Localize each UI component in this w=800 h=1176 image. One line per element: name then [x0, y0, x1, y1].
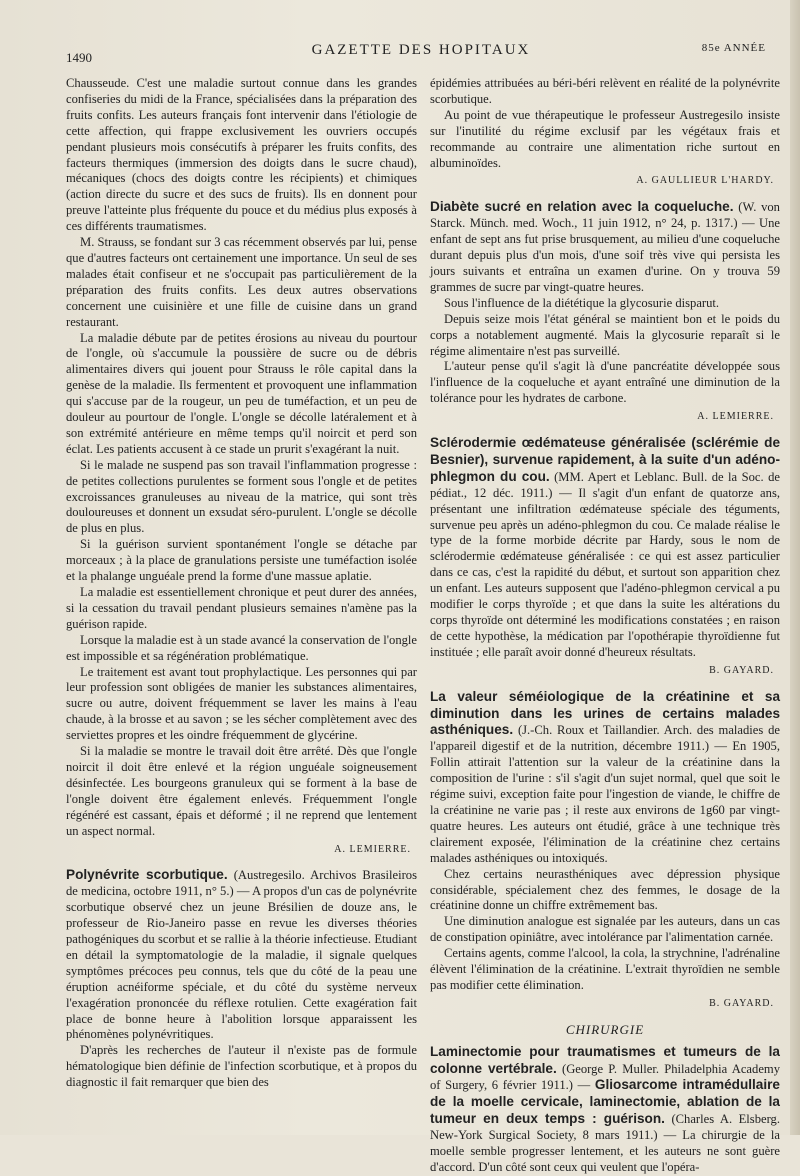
article-reference: (Charles A. Elsberg. New-York Surgical Society, 8 mars 1911.) — La chirurgie de la moelle semble progresser lentement, et les auteurs ne sont guère d'accord. D'un côté sont ceux qui veulent que l'opéra- [430, 1112, 780, 1174]
page-number: 1490 [66, 50, 92, 65]
page-edge [790, 0, 800, 1135]
article [430, 689, 780, 867]
article [430, 199, 780, 295]
paragraph: Si le malade ne suspend pas son travail l'inflammation progresse : de petites collections purulentes se forment sous l'ongle et de petites excroissances granuleuses au niveau de la matrice, qui sont très douloureuses et donnent un exsudat séro-purulent. L'ongle se décolle de plus en plus. [66, 457, 417, 536]
paragraph: Si la guérison survient spontanément l'ongle se détache par morceaux ; à la place de granulations persiste une tuméfaction isolée et la phalange unguéale prend la forme d'une massue aplatie. [66, 537, 417, 584]
paragraph: Si la maladie se montre le travail doit être arrêté. Dès que l'ongle noircit il doit être enlevé et la région unguéale soigneusement désinfectée. Les bourgeons granuleux qui se forment à la base de l'ongle doivent être également enlevés. Fréquemment l'ongle régénéré est cassant, épais et déformé ; il ne reprend que lentement un aspect normal. [66, 744, 417, 838]
article-reference: (MM. Apert et Leblanc. Bull. de la Soc. de pédiat., 12 déc. 1911.) — Il s'agit d'un enfant de quatorze ans, présentant une infiltration œdémateuse spéciale des téguments, survenue peu après un adéno-phlegmon du cou. Ce malade réalise le type de la forme morbide décrite par Hardy, sous le nom de sclérodermie œdémateuse généralisée : ce qui est assez particulier dans ce cas, c'est la rapidité du début, et surtout son apparition chez un enfant. Les auteurs supposent que l'adéno-phlegmon cervical a pu modifier le corps thyroïde ; et que dans la suite les altérations du corps thyroïde ont déterminé les modifications constatées ; en raison de cette hypothèse, la médication par l'opothérapie thyroïdienne fut instituée ; elle paraît avoir donné d'heureux résultats. [430, 469, 780, 659]
author-signature: A. GAULLIEUR L'HARDY. [636, 175, 774, 187]
journal-title: GAZETTE DES HOPITAUX [311, 42, 531, 58]
article-title: Gliosarcome intramédullaire de la moelle cervicale, laminectomie, ablation de la tumeur en deux temps : guérison. [430, 1077, 780, 1127]
article-reference: (W. von Starck. Münch. med. Woch., 11 juin 1912, n° 24, p. 1317.) — Une enfant de sept ans fut prise brusquement, au milieu d'une coqueluche durant depuis plus d'un mois, d'une soif très vive qui persista les jours suivants et entraîna un examen d'urine. On y trouva 59 grammes de sucre par vingt-quatre heures. [430, 200, 780, 294]
paragraph: D'après les recherches de l'auteur il n'existe pas de formule hématologique bien définie de l'infection scorbutique, et à propos du diagnostic il fait remarquer que bien des [66, 1043, 417, 1090]
paragraph: Lorsque la maladie est à un stade avancé la conservation de l'ongle est impossible et sa régénération problématique. [66, 632, 417, 663]
page-header [66, 40, 776, 64]
paragraph: Une diminution analogue est signalée par les auteurs, dans un cas de constipation opiniâtre, avec intolérance par l'alimentation carnée. [430, 914, 780, 945]
paragraph: La maladie est essentiellement chronique et peut durer des années, si la cessation du travail pendant plusieurs semaines n'amène pas la guérison rapide. [66, 585, 417, 631]
volume-year: 85e ANNÉE [701, 42, 766, 54]
article-title: Polynévrite scorbutique. [66, 867, 228, 883]
article-reference: (George P. Muller. Philadelphia Academy of Surgery, 6 février 1911.) — [430, 1061, 780, 1093]
article-title: Diabète sucré en relation avec la coqueluche. [430, 199, 734, 215]
article-reference: (Austregesilo. Archivos Brasileiros de medicina, octobre 1911, n° 5.) — A propos d'un cas de polynévrite scorbutique observé chez un jeune Brésilien de douze ans, le professeur de Rio-Janeiro passe en revue les diverses théories pathogéniques du scorbut et se rallie à la théorie infectieuse. Etudiant en détail la symptomatologie de la maladie, il signale quelques symptômes précoces peu connus, tels que du côté de la peau une éruption acnéiforme spéciale, et du côté du système nerveux l'exagération prononcée du réflexe rotulien. Cette exagération fait place de bonne heure à l'abolition lorsque apparaissent les phénomènes polynévritiques. [66, 868, 417, 1042]
paragraph: Sous l'influence de la diététique la glycosurie disparut. [444, 295, 720, 310]
right-column [430, 76, 780, 1176]
article [430, 435, 780, 661]
paragraph: Chez certains neurasthéniques avec dépression physique considérable, spécialement chez des femmes, le dosage de la créatinine donne un chiffre extrêmement bas. [430, 866, 780, 913]
paragraph: Au point de vue thérapeutique le professeur Austregesilo insiste sur l'inutilité du régime exclusif par les végétaux frais et recommande au contraire une alimentation riche surtout en albuminoïdes. [430, 107, 780, 170]
paragraph: épidémies attribuées au béri-béri relèvent en réalité de la polynévrite scorbutique. [430, 76, 780, 106]
paragraph: Le traitement est avant tout prophylactique. Les personnes qui par leur profession sont obligées de manier les substances alimentaires, sucre ou autre, doivent fréquemment se laver les mains à l'eau chaude, à la brosse et au savon ; se les sécher complètement avec des serviettes propres et les oindre fréquemment de glycérine. [66, 664, 417, 743]
paragraph: Chausseude. C'est une maladie surtout connue dans les grandes confiseries du midi de la France, spécialisées dans la préparation des fruits confits. Les auteurs français font intervenir dans l'étiologie de cette affection, qui frappe exclusivement les ouvriers occupés pendant plusieurs mois consécutifs à préparer les fruits confits, des facteurs thermiques (immersion des doigts dans le sucre chaud), mécaniques (chocs des doigts contre les récipients) et chimiques (action directe du sucre et des sucs de fruits). Ils en donnent pour preuve l'atteinte plus fréquente du pouce et du médius plus exposés à ces différents traumatismes. [66, 76, 417, 234]
author-signature: A. LEMIERRE. [697, 411, 774, 423]
article-reference: (J.-Ch. Roux et Taillandier. Arch. des maladies de l'appareil digestif et de la nutrition, décembre 1911.) — En 1905, Follin attirait l'attention sur la valeur de la créatinine dans la composition de l'urine : s'il s'agit d'un sujet normal, quel que soit le régime suivi, exception faite pour l'ingestion de viande, le chiffre de la créatinine ne varie pas ; il reste aux environs de 1g60 par vingt-quatre heures. Les auteurs ont étudié, grâce à une technique très clairement exposée, l'élimination de la créatinine chez certains malades asthéniques ou intoxiqués. [430, 723, 780, 865]
author-signature: B. GAYARD. [709, 997, 774, 1009]
author-signature: B. GAYARD. [709, 664, 774, 676]
section-heading: CHIRURGIE [565, 1021, 645, 1037]
paragraph: M. Strauss, se fondant sur 3 cas récemment observés par lui, pense que d'autres facteurs ont certainement une importance. Un seul de ses malades était confiseur et ne s'occupait pas particulièrement de la préparation des fruits confits. Les deux autres observations concernent une cuisinière et une fille de cuisine dans un grand restaurant. [66, 235, 417, 329]
paragraph: L'auteur pense qu'il s'agit là d'une pancréatite développée sous l'influence de la coqueluche et ayant entraîné une diminution de la tolérance pour les hydrates de carbone. [430, 359, 780, 406]
paragraph: Depuis seize mois l'état général se maintient bon et le poids du corps a notablement augmenté. Mais la glycosurie reparaît si le régime alimentaire n'est pas surveillé. [430, 311, 780, 358]
article-title: Sclérodermie œdémateuse généralisée (sclérémie de Besnier), survenue rapidement, à la suite d'un adéno-phlegmon du cou. [430, 435, 780, 484]
article [430, 1044, 780, 1176]
article-title: Laminectomie pour traumatismes et tumeurs de la colonne vertébrale. [430, 1043, 780, 1076]
paragraph: La maladie débute par de petites érosions au niveau du pourtour de l'ongle, où s'accumule la poussière de sucre ou de débris alimentaires divers qui jouent pour Strauss le rôle capital dans la genèse de la maladie. Ils fermentent et provoquent une inflammation qui s'accuse par de la rougeur, un peu de tuméfaction, et un peu de douleur au pourtour de l'ongle. L'ongle se décolle latéralement et à son extrémité antérieure en même temps qu'il noircit et perd son éclat. Les patients accusent à ce stade un prurit s'exagérant la nuit. [66, 330, 417, 456]
left-column [66, 76, 417, 1091]
article [66, 867, 417, 1043]
paragraph: Certains agents, comme l'alcool, la cola, la strychnine, l'adrénaline élèvent l'élimination de la créatinine. L'extrait thyroïdien ne semble pas modifier cette élimination. [430, 946, 780, 992]
author-signature: A. LEMIERRE. [334, 843, 411, 855]
article-title: La valeur séméiologique de la créatinine et sa diminution dans les urines de certains malades asthéniques. [430, 688, 780, 738]
